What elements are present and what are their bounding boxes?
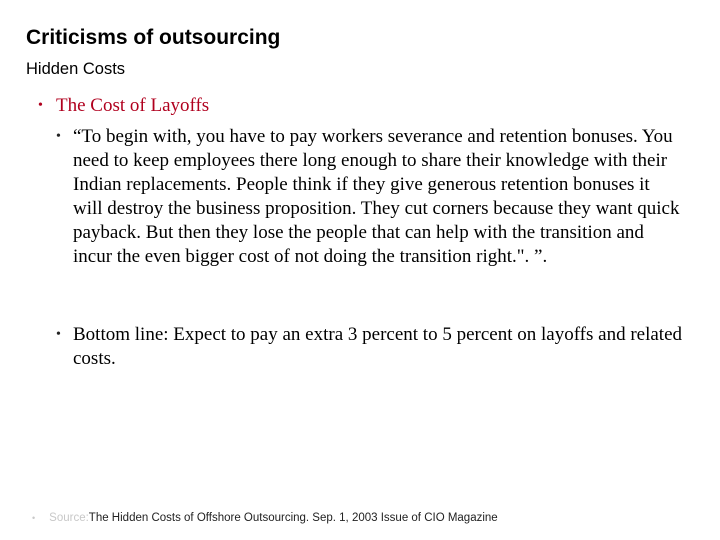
sub-bullet-text: Bottom line: Expect to pay an extra 3 percent to 5 percent on layoffs and related costs.	[73, 324, 683, 370]
sub-bullet-quote	[56, 125, 683, 270]
bullet-icon: •	[56, 327, 61, 342]
sub-bullet-bottom-line	[56, 323, 683, 371]
slide-subtitle: Hidden Costs	[26, 60, 126, 78]
source-label: Source:	[49, 512, 89, 524]
main-bullet	[38, 94, 209, 118]
bullet-icon: •	[38, 98, 43, 113]
bullet-icon: •	[32, 513, 36, 523]
source-citation	[32, 511, 498, 525]
sub-bullet-text: “To begin with, you have to pay workers severance and retention bonuses. You need to keep employees there long enough to share their knowledge with their Indian replacements. People think if they give generous retention bonuses it will destroy the business proposition. They cut corners because they want quick payback. But then they lose the people that can help with the transition and incur the even bigger cost of not doing the transition right.". ”.	[73, 126, 680, 268]
slide-title: Criticisms of outsourcing	[26, 26, 281, 49]
main-bullet-text: The Cost of Layoffs	[56, 95, 210, 116]
bullet-icon: •	[56, 129, 61, 144]
source-text: The Hidden Costs of Offshore Outsourcing. Sep. 1, 2003 Issue of CIO Magazine	[88, 512, 498, 524]
